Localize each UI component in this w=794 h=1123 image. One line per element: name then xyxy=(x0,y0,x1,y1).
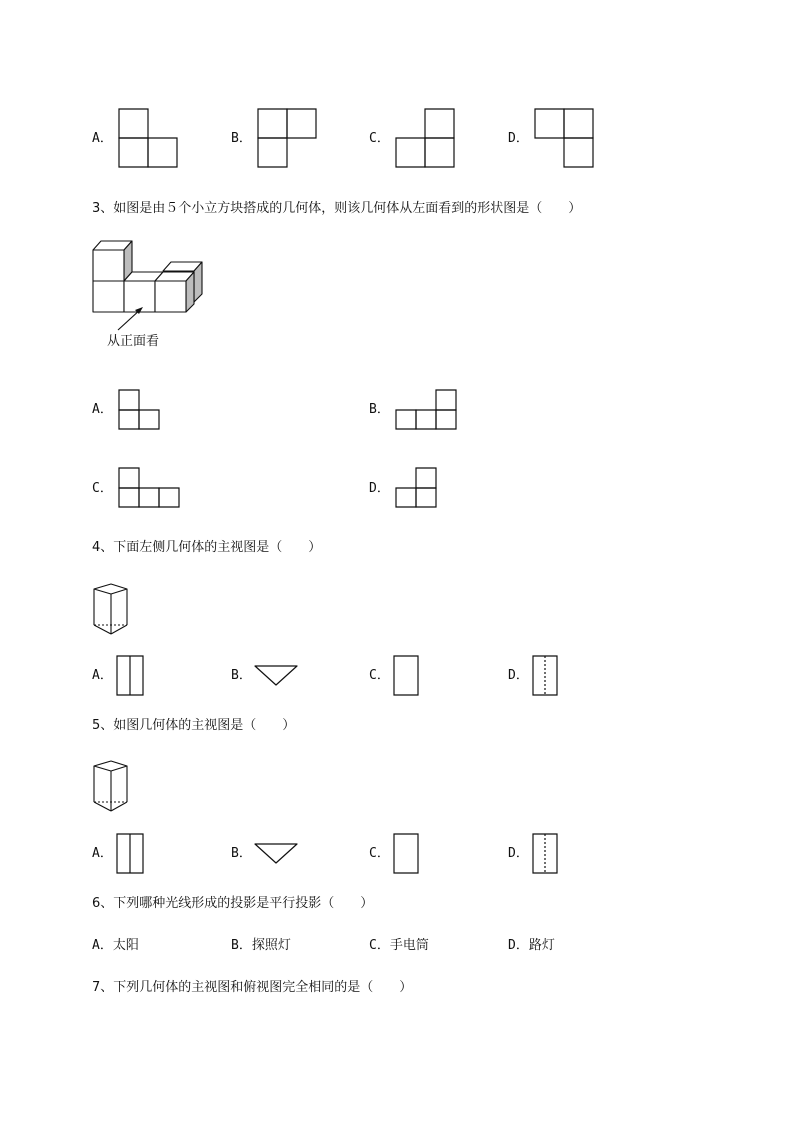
q3-option-b-figure[interactable] xyxy=(395,389,459,431)
q3-stem: 3、如图是由５个小立方块搭成的几何体，则该几何体从左面看到的形状图是（ ） xyxy=(92,201,582,216)
q6-option-a-label: A． xyxy=(92,938,113,953)
q5-option-a-figure[interactable] xyxy=(116,833,146,875)
q5-option-c-label[interactable]: C． xyxy=(369,846,390,861)
q6-option-a-text: 太阳 xyxy=(112,938,139,953)
q2-option-a-label[interactable]: A． xyxy=(92,131,113,146)
q3-cube-figure xyxy=(90,238,210,318)
q3-option-d-figure[interactable] xyxy=(395,467,439,509)
q6-option-b-label: B． xyxy=(231,938,252,953)
q6-option-c[interactable] xyxy=(369,937,429,955)
q2-option-c-label[interactable]: C． xyxy=(369,131,390,146)
q3-option-b-label[interactable]: B． xyxy=(369,402,390,417)
q6-option-d-text: 路灯 xyxy=(528,938,555,953)
q6-option-c-label: C． xyxy=(369,938,390,953)
q2-option-b-label[interactable]: B． xyxy=(231,131,252,146)
q3-option-a-label[interactable]: A． xyxy=(92,402,113,417)
q4-option-d-figure[interactable] xyxy=(532,655,560,697)
q4-option-d-label[interactable]: D． xyxy=(508,668,529,683)
q4-stem: 4、下面左侧几何体的主视图是（ ） xyxy=(92,540,322,555)
q6-option-c-text: 手电筒 xyxy=(389,938,429,953)
q2-option-d-figure[interactable] xyxy=(534,108,596,170)
q3-figure-caption: 从正面看 xyxy=(107,334,160,349)
q3-option-c-label[interactable]: C． xyxy=(92,481,113,496)
q6-option-b[interactable] xyxy=(231,937,291,955)
q5-option-d-label[interactable]: D． xyxy=(508,846,529,861)
q5-option-d-figure[interactable] xyxy=(532,833,560,875)
q5-stem: 5、如图几何体的主视图是（ ） xyxy=(92,718,296,733)
q6-option-b-text: 探照灯 xyxy=(251,938,291,953)
q2-option-a-figure[interactable] xyxy=(118,108,180,170)
q4-option-a-figure[interactable] xyxy=(116,655,146,697)
q5-option-c-figure[interactable] xyxy=(393,833,421,875)
q3-option-c-figure[interactable] xyxy=(118,467,182,509)
q4-option-b-figure[interactable] xyxy=(254,664,300,688)
q4-option-b-label[interactable]: B． xyxy=(231,668,252,683)
q6-option-d[interactable] xyxy=(508,937,555,955)
q4-option-c-figure[interactable] xyxy=(393,655,421,697)
q4-prism-figure xyxy=(92,582,132,636)
q2-option-d-label[interactable]: D． xyxy=(508,131,529,146)
q3-option-a-figure[interactable] xyxy=(118,389,162,431)
q5-option-b-label[interactable]: B． xyxy=(231,846,252,861)
q2-option-b-figure[interactable] xyxy=(257,108,319,170)
q5-option-a-label[interactable]: A． xyxy=(92,846,113,861)
q3-option-d-label[interactable]: D． xyxy=(369,481,390,496)
q5-option-b-figure[interactable] xyxy=(254,842,300,866)
q2-option-c-figure[interactable] xyxy=(395,108,457,170)
q4-option-c-label[interactable]: C． xyxy=(369,668,390,683)
q6-option-a[interactable] xyxy=(92,937,139,955)
q6-stem: 6、下列哪种光线形成的投影是平行投影（ ） xyxy=(92,896,374,911)
q6-option-d-label: D． xyxy=(508,938,529,953)
q5-prism-figure xyxy=(92,759,132,813)
q4-option-a-label[interactable]: A． xyxy=(92,668,113,683)
q7-stem: 7、下列几何体的主视图和俯视图完全相同的是（ ） xyxy=(92,980,413,995)
